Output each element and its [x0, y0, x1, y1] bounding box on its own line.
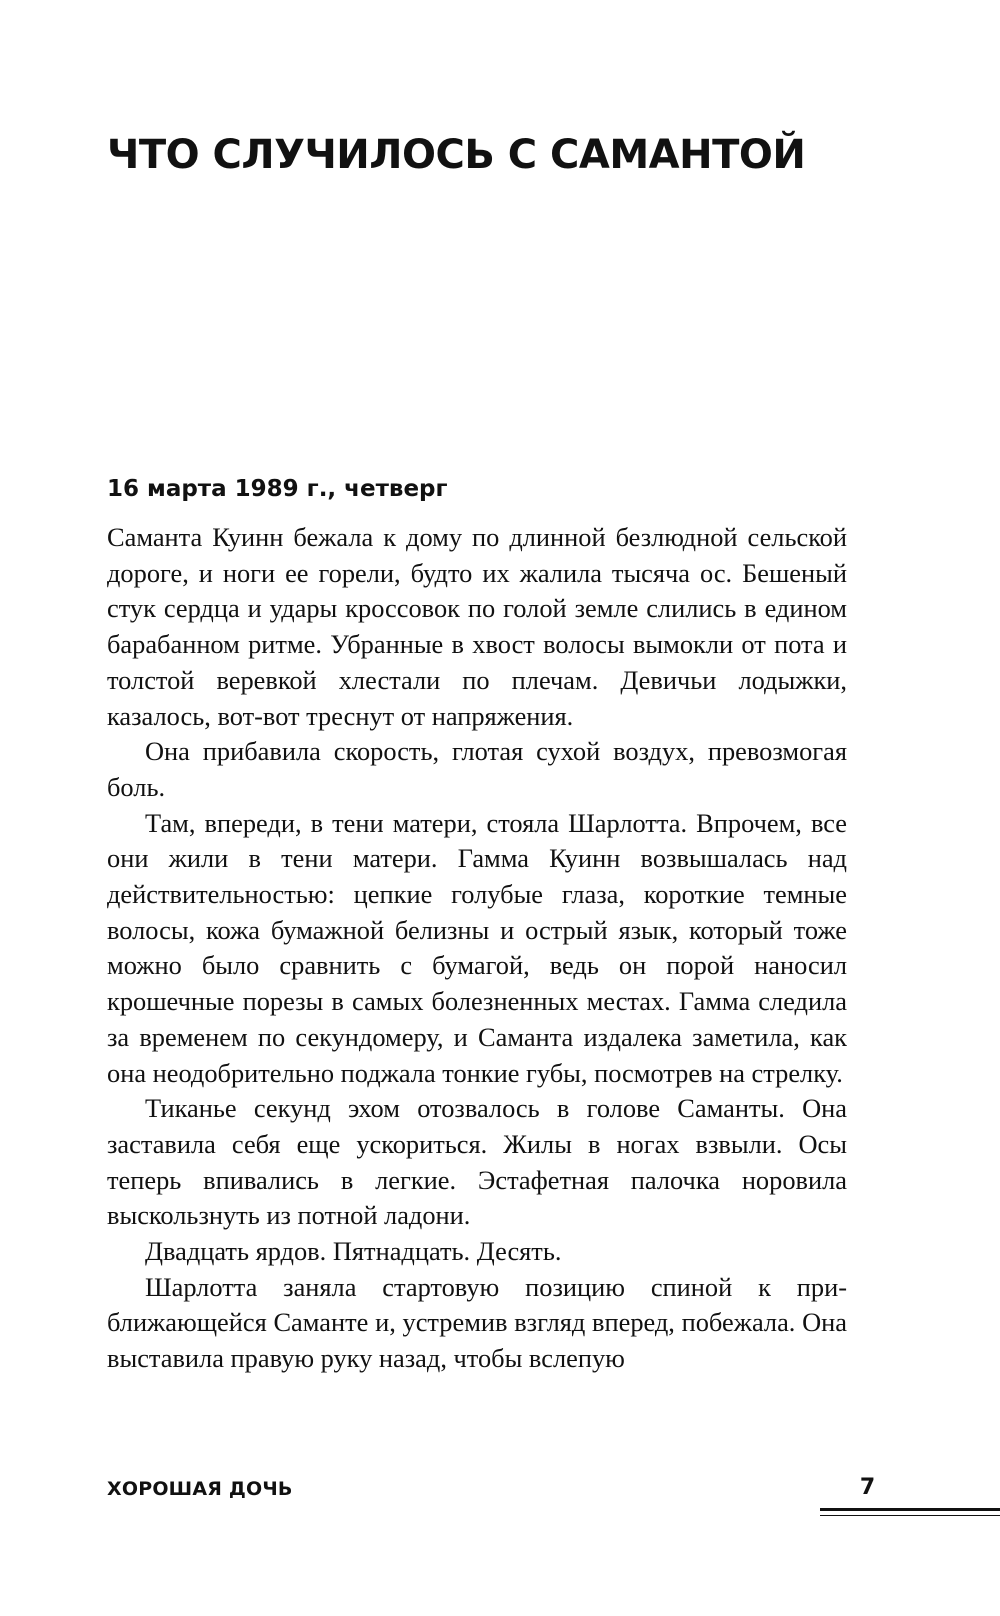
paragraph: Там, впереди, в тени матери, стояла Шарлотта. Впрочем, все они жили в тени матери. Гамма Куинн возвышалась над действительностью: цепкие голубые глаза, короткие темные волосы, кожа бумажной белизны и острый язык, который тоже можно было сравнить с бумагой, ведь он порой наносил крошечные порезы в самых болезненных местах. Гамма следила за временем по секундомеру, и Саманта издалека заметила, как она неодобрительно поджала тонкие губы, посмотрев на стрелку.: [107, 807, 847, 1088]
paragraph: Шарлотта заняла стартовую позицию спиной к приближающейся Саманте и, устремив взгляд вперед, побежала. Она выставила правую руку назад, чтобы вслепую: [107, 1271, 847, 1374]
body-text: [107, 520, 847, 1377]
paragraph: Двадцать ярдов. Пятнадцать. Десять.: [145, 1236, 562, 1267]
running-footer-book-title: ХОРОШАЯ ДОЧЬ: [107, 1478, 293, 1500]
date-heading: 16 марта 1989 г., четверг: [107, 476, 448, 502]
paragraph: Саманта Куинн бежала к дому по длинной безлюдной сельской дороге, и ноги ее горели, будто их жалила тысяча ос. Бешеный стук сердца и удары кроссовок по голой земле слились в едином барабанном ритме. Убранные в хвост волосы вымокли от пота и толстой веревкой хлестали по плечам. Девичьи лодыжки, казалось, вот-вот треснут от напряжения.: [107, 522, 847, 731]
page-number: 7: [859, 1475, 876, 1500]
paragraph: Она прибавила скорость, глотая сухой воздух, превозмогая боль.: [107, 736, 847, 802]
footer-rule-thin: [820, 1515, 1000, 1516]
chapter-title: ЧТО СЛУЧИЛОСЬ С САМАНТОЙ: [107, 132, 806, 178]
footer-rule-thick: [820, 1508, 1000, 1511]
paragraph: Тиканье секунд эхом отозвалось в голове Саманты. Она заставила себя еще ускориться. Жилы в ногах взвыли. Осы теперь впивались в легкие. Эстафетная палочка норовила выскользнуть из потной ладони.: [107, 1093, 847, 1231]
